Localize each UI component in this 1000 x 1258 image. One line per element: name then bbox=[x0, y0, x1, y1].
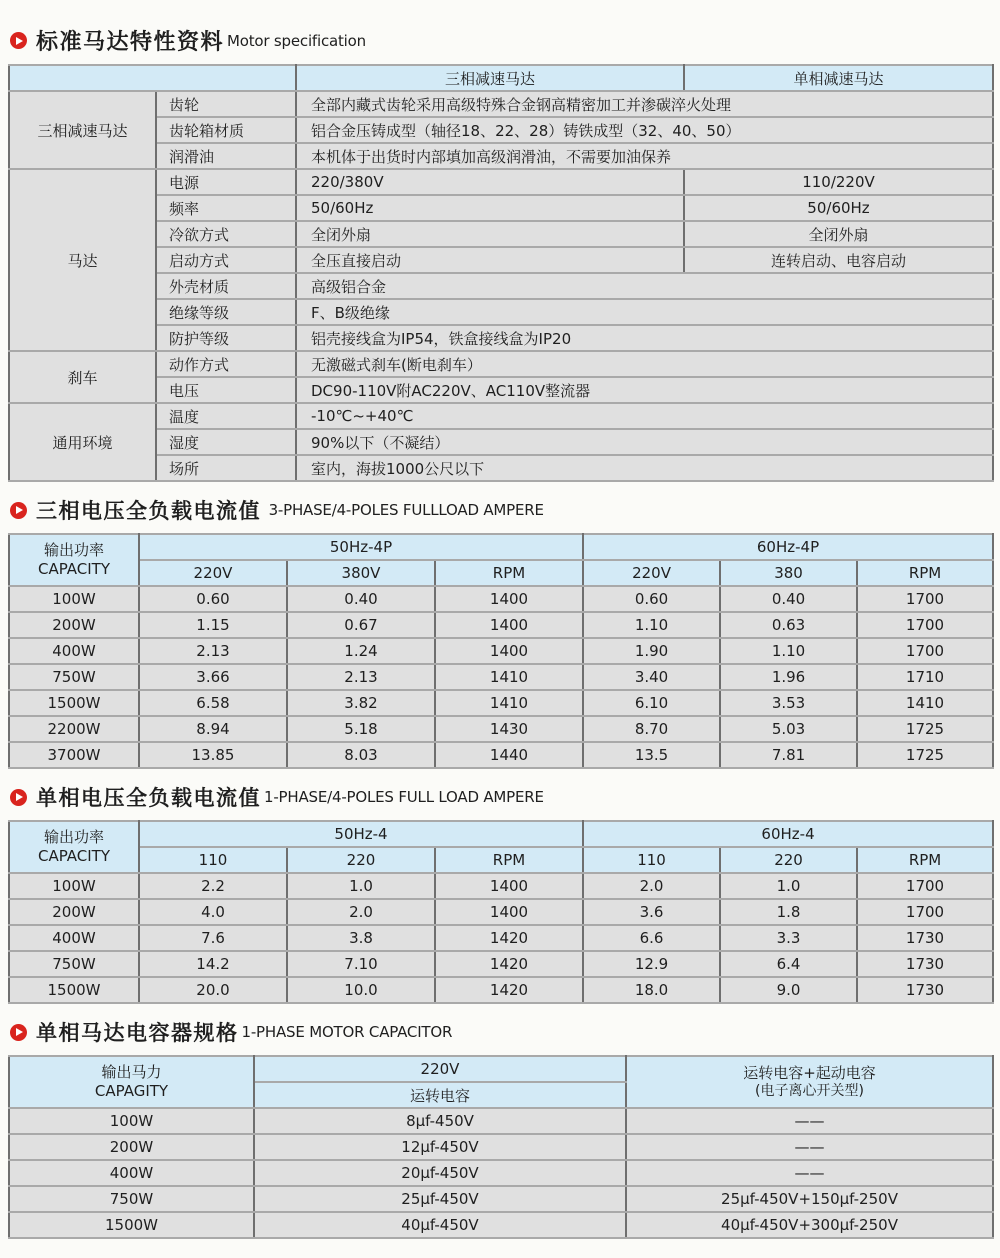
value-cell: 无激磁式刹车(断电刹车） bbox=[296, 351, 993, 377]
subheader-cell: 220V bbox=[139, 560, 287, 586]
data-cell: 1410 bbox=[435, 664, 583, 690]
data-cell: 6.4 bbox=[720, 951, 857, 977]
data-cell: 1420 bbox=[435, 951, 583, 977]
play-triangle-icon bbox=[16, 793, 23, 801]
table-row bbox=[9, 638, 993, 664]
data-cell: 7.81 bbox=[720, 742, 857, 768]
section4-title-zh: 单相马达电容器规格 bbox=[36, 1021, 239, 1045]
data-cell: 0.63 bbox=[720, 612, 857, 638]
data-cell: 0.40 bbox=[720, 586, 857, 612]
capacity-header-zh: 输出功率 bbox=[43, 828, 104, 847]
group-cell: 三相减速马达 bbox=[9, 91, 156, 169]
group-cell: 通用环境 bbox=[9, 403, 156, 481]
data-cell: 4.0 bbox=[139, 899, 287, 925]
run-start-cap-cell: —— bbox=[626, 1108, 993, 1134]
label-cell: 启动方式 bbox=[156, 247, 296, 273]
label-cell: 电压 bbox=[156, 377, 296, 403]
subheader-cell: RPM bbox=[435, 560, 583, 586]
value-cell: 高级铝合金 bbox=[296, 273, 993, 299]
play-bullet-icon bbox=[10, 1024, 27, 1041]
label-cell: 频率 bbox=[156, 195, 296, 221]
section2-title-zh: 三相电压全负载电流值 bbox=[36, 499, 261, 523]
data-cell: 1730 bbox=[857, 925, 993, 951]
data-cell: 1.10 bbox=[583, 612, 720, 638]
data-cell: 3.82 bbox=[287, 690, 435, 716]
data-cell: 6.6 bbox=[583, 925, 720, 951]
subheader-cell: 220V bbox=[583, 560, 720, 586]
data-cell: 1.10 bbox=[720, 638, 857, 664]
capacity-cell: 200W bbox=[9, 899, 139, 925]
section-title-3phase-ampere bbox=[10, 495, 992, 525]
voltage-header-cell: 220V bbox=[254, 1056, 626, 1082]
run-start-cap-cell: 25μf-450V+150μf-250V bbox=[626, 1186, 993, 1212]
capacity-cell: 1500W bbox=[9, 977, 139, 1003]
capacity-cell: 2200W bbox=[9, 716, 139, 742]
capacity-cell: 100W bbox=[9, 586, 139, 612]
data-cell: 2.2 bbox=[139, 873, 287, 899]
header-1phase-cell: 单相减速马达 bbox=[684, 65, 993, 91]
table-header-row bbox=[9, 1056, 993, 1082]
data-cell: 1430 bbox=[435, 716, 583, 742]
table-row bbox=[9, 716, 993, 742]
data-cell: 7.6 bbox=[139, 925, 287, 951]
value-cell: F、B级绝缘 bbox=[296, 299, 993, 325]
capacity-header-en: CAPACITY bbox=[37, 847, 111, 865]
data-cell: 1.8 bbox=[720, 899, 857, 925]
data-cell: 1.15 bbox=[139, 612, 287, 638]
label-cell: 齿轮箱材质 bbox=[156, 117, 296, 143]
table-row bbox=[9, 1108, 993, 1134]
data-cell: 1710 bbox=[857, 664, 993, 690]
value-cell: 室内，海拔1000公尺以下 bbox=[296, 455, 993, 481]
capacity-cell: 400W bbox=[9, 925, 139, 951]
table-row bbox=[9, 117, 993, 143]
label-cell: 场所 bbox=[156, 455, 296, 481]
section3-title-zh: 单相电压全负载电流值 bbox=[36, 786, 261, 810]
capacity-header-zh: 输出功率 bbox=[43, 541, 104, 560]
capacity-cell: 400W bbox=[9, 1160, 254, 1186]
value-cell: 220/380V bbox=[296, 169, 684, 195]
play-triangle-icon bbox=[16, 37, 23, 45]
value2-cell: 连转启动、电容启动 bbox=[684, 247, 993, 273]
data-cell: 2.0 bbox=[583, 873, 720, 899]
capacity-header-cell bbox=[9, 534, 139, 586]
value-cell: 全部内藏式齿轮采用高级特殊合金钢高精密加工并渗碳淬火处理 bbox=[296, 91, 993, 117]
capacity-cell: 750W bbox=[9, 1186, 254, 1212]
section4-title-en: 1-PHASE MOTOR CAPACITOR bbox=[241, 1023, 453, 1041]
data-cell: 1700 bbox=[857, 586, 993, 612]
label-cell: 齿轮 bbox=[156, 91, 296, 117]
run-cap-header-cell: 运转电容 bbox=[254, 1082, 626, 1108]
table-row bbox=[9, 977, 993, 1003]
subheader-cell: 380V bbox=[287, 560, 435, 586]
data-cell: 7.10 bbox=[287, 951, 435, 977]
table-row bbox=[9, 742, 993, 768]
label-cell: 湿度 bbox=[156, 429, 296, 455]
data-cell: 1410 bbox=[857, 690, 993, 716]
play-bullet-icon bbox=[10, 32, 27, 49]
capacity-cell: 200W bbox=[9, 1134, 254, 1160]
header-blank-cell bbox=[9, 65, 296, 91]
play-bullet-icon bbox=[10, 789, 27, 806]
data-cell: 2.13 bbox=[139, 638, 287, 664]
run-cap-cell: 25μf-450V bbox=[254, 1186, 626, 1212]
value2-cell: 110/220V bbox=[684, 169, 993, 195]
data-cell: 3.66 bbox=[139, 664, 287, 690]
capacity-cell: 3700W bbox=[9, 742, 139, 768]
value-cell: 90%以下（不凝结） bbox=[296, 429, 993, 455]
capacity-cell: 100W bbox=[9, 873, 139, 899]
value-cell: 铝合金压铸成型（轴径18、22、28）铸铁成型（32、40、50） bbox=[296, 117, 993, 143]
run-cap-cell: 8μf-450V bbox=[254, 1108, 626, 1134]
capacity-cell: 750W bbox=[9, 951, 139, 977]
data-cell: 1.24 bbox=[287, 638, 435, 664]
value-cell: 全闭外扇 bbox=[296, 221, 684, 247]
label-cell: 润滑油 bbox=[156, 143, 296, 169]
data-cell: 1420 bbox=[435, 977, 583, 1003]
data-cell: 2.0 bbox=[287, 899, 435, 925]
freq-group-60hz-cell: 60Hz-4 bbox=[583, 821, 993, 847]
freq-group-50hz-cell: 50Hz-4P bbox=[139, 534, 583, 560]
value-cell: DC90-110V附AC220V、AC110V整流器 bbox=[296, 377, 993, 403]
section-title-motor-spec bbox=[10, 25, 992, 56]
data-cell: 1.0 bbox=[720, 873, 857, 899]
data-cell: 3.6 bbox=[583, 899, 720, 925]
data-cell: 1400 bbox=[435, 873, 583, 899]
data-cell: 8.70 bbox=[583, 716, 720, 742]
capacity-cell: 400W bbox=[9, 638, 139, 664]
section3-title-en: 1-PHASE/4-POLES FULL LOAD AMPERE bbox=[264, 788, 544, 806]
data-cell: 1420 bbox=[435, 925, 583, 951]
data-cell: 1.96 bbox=[720, 664, 857, 690]
value-cell: 全压直接启动 bbox=[296, 247, 684, 273]
capacity-cell: 200W bbox=[9, 612, 139, 638]
subheader-cell: RPM bbox=[435, 847, 583, 873]
data-cell: 18.0 bbox=[583, 977, 720, 1003]
capacity-header-en: CAPAGITY bbox=[94, 1082, 169, 1100]
capacity-cell: 100W bbox=[9, 1108, 254, 1134]
table-row bbox=[9, 403, 993, 429]
table-row bbox=[9, 429, 993, 455]
run-start-cap-cell: 40μf-450V+300μf-250V bbox=[626, 1212, 993, 1238]
table-row bbox=[9, 273, 993, 299]
data-cell: 14.2 bbox=[139, 951, 287, 977]
data-cell: 1725 bbox=[857, 716, 993, 742]
table-row bbox=[9, 247, 993, 273]
label-cell: 外壳材质 bbox=[156, 273, 296, 299]
label-cell: 温度 bbox=[156, 403, 296, 429]
table-header-row bbox=[9, 821, 993, 847]
three-phase-ampere-table bbox=[8, 533, 994, 769]
data-cell: 10.0 bbox=[287, 977, 435, 1003]
table-row bbox=[9, 664, 993, 690]
table-row bbox=[9, 586, 993, 612]
data-cell: 8.03 bbox=[287, 742, 435, 768]
section-title-1phase-ampere bbox=[10, 782, 992, 812]
group-cell: 刹车 bbox=[9, 351, 156, 403]
table-row bbox=[9, 455, 993, 481]
data-cell: 0.60 bbox=[139, 586, 287, 612]
data-cell: 1730 bbox=[857, 977, 993, 1003]
group-cell: 马达 bbox=[9, 169, 156, 351]
freq-group-50hz-cell: 50Hz-4 bbox=[139, 821, 583, 847]
data-cell: 1400 bbox=[435, 612, 583, 638]
data-cell: 5.18 bbox=[287, 716, 435, 742]
table-row bbox=[9, 1186, 993, 1212]
table-row bbox=[9, 951, 993, 977]
value-cell: 铝壳接线盒为IP54，铁盒接线盒为IP20 bbox=[296, 325, 993, 351]
data-cell: 1400 bbox=[435, 638, 583, 664]
data-cell: 9.0 bbox=[720, 977, 857, 1003]
run-start-cap-header-line2: (电子离心开关型) bbox=[755, 1082, 864, 1099]
data-cell: 8.94 bbox=[139, 716, 287, 742]
table-row bbox=[9, 221, 993, 247]
data-cell: 0.67 bbox=[287, 612, 435, 638]
table-row bbox=[9, 91, 993, 117]
section1-title-en: Motor specification bbox=[227, 31, 366, 50]
table-row bbox=[9, 690, 993, 716]
table-header-row bbox=[9, 65, 993, 91]
section-title-capacitor bbox=[10, 1017, 992, 1047]
header-3phase-cell: 三相减速马达 bbox=[296, 65, 684, 91]
capacity-cell: 1500W bbox=[9, 1212, 254, 1238]
data-cell: 1700 bbox=[857, 873, 993, 899]
table-header-row bbox=[9, 534, 993, 560]
label-cell: 动作方式 bbox=[156, 351, 296, 377]
data-cell: 1400 bbox=[435, 586, 583, 612]
run-cap-cell: 12μf-450V bbox=[254, 1134, 626, 1160]
play-triangle-icon bbox=[16, 506, 23, 514]
data-cell: 3.3 bbox=[720, 925, 857, 951]
play-triangle-icon bbox=[16, 1028, 23, 1036]
run-start-cap-header-line1: 运转电容+起动电容 bbox=[743, 1063, 876, 1082]
label-cell: 冷欲方式 bbox=[156, 221, 296, 247]
subheader-cell: RPM bbox=[857, 847, 993, 873]
table-row bbox=[9, 1160, 993, 1186]
subheader-cell: 110 bbox=[139, 847, 287, 873]
data-cell: 1730 bbox=[857, 951, 993, 977]
table-row bbox=[9, 299, 993, 325]
table-row bbox=[9, 377, 993, 403]
data-cell: 1440 bbox=[435, 742, 583, 768]
capacity-header-cell bbox=[9, 1056, 254, 1108]
table-row bbox=[9, 195, 993, 221]
data-cell: 1.90 bbox=[583, 638, 720, 664]
table-row bbox=[9, 1134, 993, 1160]
data-cell: 1410 bbox=[435, 690, 583, 716]
data-cell: 0.60 bbox=[583, 586, 720, 612]
data-cell: 6.58 bbox=[139, 690, 287, 716]
subheader-cell: 220 bbox=[287, 847, 435, 873]
subheader-cell: 110 bbox=[583, 847, 720, 873]
data-cell: 3.40 bbox=[583, 664, 720, 690]
data-cell: 6.10 bbox=[583, 690, 720, 716]
table-row bbox=[9, 899, 993, 925]
value2-cell: 全闭外扇 bbox=[684, 221, 993, 247]
subheader-cell: RPM bbox=[857, 560, 993, 586]
data-cell: 1.0 bbox=[287, 873, 435, 899]
run-start-cap-cell: —— bbox=[626, 1160, 993, 1186]
motor-spec-table bbox=[8, 64, 994, 482]
data-cell: 1700 bbox=[857, 612, 993, 638]
data-cell: 20.0 bbox=[139, 977, 287, 1003]
data-cell: 1700 bbox=[857, 638, 993, 664]
table-row bbox=[9, 925, 993, 951]
data-cell: 1725 bbox=[857, 742, 993, 768]
data-cell: 0.40 bbox=[287, 586, 435, 612]
value-cell: 本机体于出货时内部填加高级润滑油，不需要加油保养 bbox=[296, 143, 993, 169]
table-row bbox=[9, 143, 993, 169]
value-cell: 50/60Hz bbox=[296, 195, 684, 221]
run-start-cap-cell: —— bbox=[626, 1134, 993, 1160]
table-row bbox=[9, 1212, 993, 1238]
capacity-header-cell bbox=[9, 821, 139, 873]
value2-cell: 50/60Hz bbox=[684, 195, 993, 221]
single-phase-ampere-table bbox=[8, 820, 994, 1004]
table-subheader-row bbox=[9, 560, 993, 586]
capacity-header-zh: 输出马力 bbox=[101, 1063, 162, 1082]
data-cell: 13.5 bbox=[583, 742, 720, 768]
label-cell: 防护等级 bbox=[156, 325, 296, 351]
data-cell: 1400 bbox=[435, 899, 583, 925]
section2-title-en: 3-PHASE/4-POLES FULLLOAD AMPERE bbox=[264, 501, 544, 519]
section1-title-zh: 标准马达特性资料 bbox=[36, 30, 225, 55]
table-row bbox=[9, 169, 993, 195]
run-start-cap-header-cell bbox=[626, 1056, 993, 1108]
table-row bbox=[9, 351, 993, 377]
table-row bbox=[9, 325, 993, 351]
table-row bbox=[9, 612, 993, 638]
capacity-header-en: CAPACITY bbox=[37, 560, 111, 578]
run-cap-cell: 40μf-450V bbox=[254, 1212, 626, 1238]
data-cell: 12.9 bbox=[583, 951, 720, 977]
data-cell: 13.85 bbox=[139, 742, 287, 768]
subheader-cell: 220 bbox=[720, 847, 857, 873]
data-cell: 2.13 bbox=[287, 664, 435, 690]
label-cell: 绝缘等级 bbox=[156, 299, 296, 325]
capacity-cell: 750W bbox=[9, 664, 139, 690]
freq-group-60hz-cell: 60Hz-4P bbox=[583, 534, 993, 560]
value-cell: -10℃~+40℃ bbox=[296, 403, 993, 429]
data-cell: 5.03 bbox=[720, 716, 857, 742]
capacity-cell: 1500W bbox=[9, 690, 139, 716]
subheader-cell: 380 bbox=[720, 560, 857, 586]
run-cap-cell: 20μf-450V bbox=[254, 1160, 626, 1186]
label-cell: 电源 bbox=[156, 169, 296, 195]
data-cell: 3.8 bbox=[287, 925, 435, 951]
play-bullet-icon bbox=[10, 502, 27, 519]
table-row bbox=[9, 873, 993, 899]
data-cell: 1700 bbox=[857, 899, 993, 925]
table-subheader-row bbox=[9, 847, 993, 873]
capacitor-spec-table bbox=[8, 1055, 994, 1239]
data-cell: 3.53 bbox=[720, 690, 857, 716]
